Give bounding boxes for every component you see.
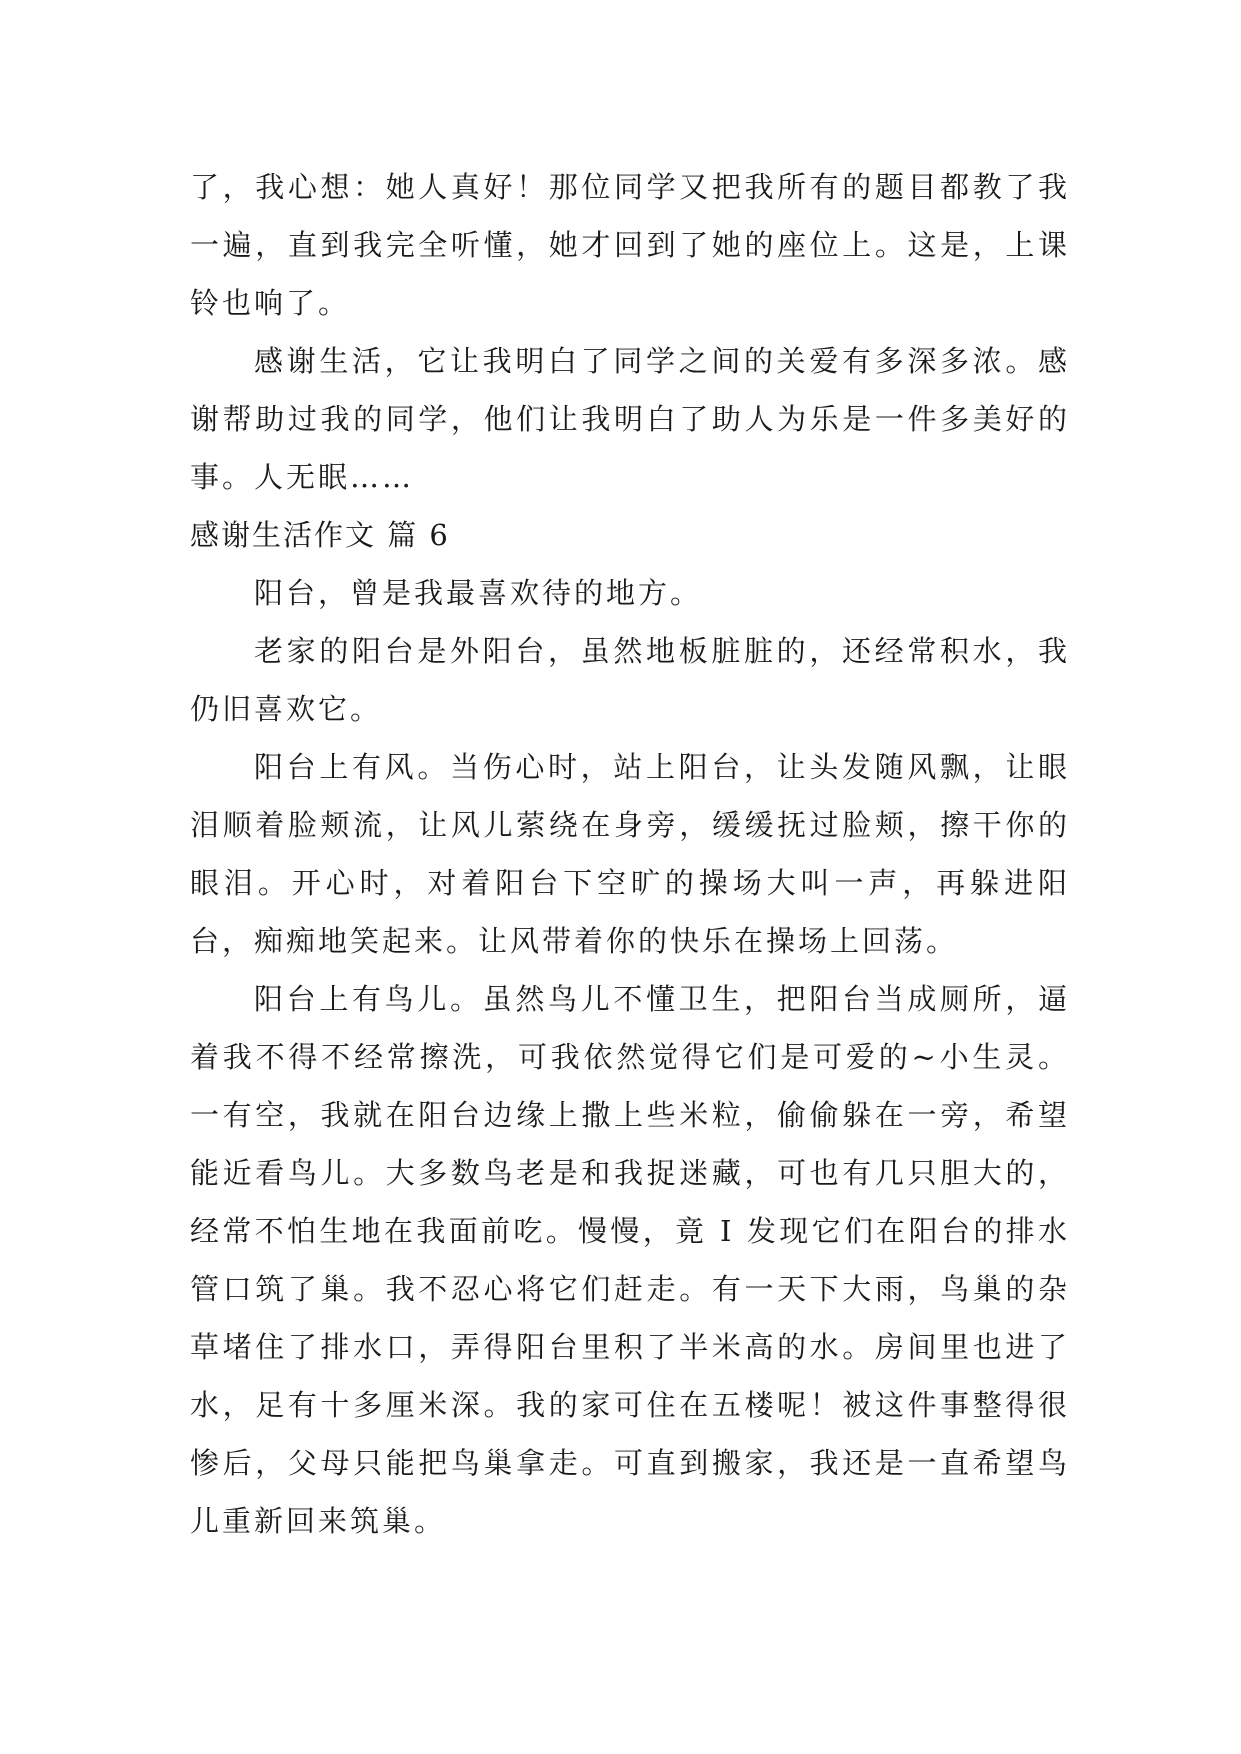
section-heading: 感谢生活作文 篇 6: [190, 518, 450, 552]
document-body: [190, 158, 1070, 1550]
paragraph-old-home-balcony: 老家的阳台是外阳台，虽然地板脏脏的，还经常积水，我仍旧喜欢它。: [190, 634, 1070, 726]
paragraph-balcony-wind: 阳台上有风。当伤心时，站上阳台，让头发随风飘，让眼泪顺着脸颊流，让风儿萦绕在身旁，缓缓抚过脸颊，擦干你的眼泪。开心时，对着阳台下空旷的操场大叫一声，再躲进阳台，痴痴地笑起来。让风带着你的快乐在操场上回荡。: [190, 750, 1070, 958]
paragraph-continued: 了，我心想：她人真好！那位同学又把我所有的题目都教了我一遍，直到我完全听懂，她才回到了她的座位上。这是，上课铃也响了。: [190, 170, 1070, 320]
paragraph-balcony-birds: 阳台上有鸟儿。虽然鸟儿不懂卫生，把阳台当成厕所，逼着我不得不经常擦洗，可我依然觉得它们是可爱的~小生灵。一有空，我就在阳台边缘上撒上些米粒，偷偷躲在一旁，希望能近看鸟儿。大多数鸟老是和我捉迷藏，可也有几只胆大的，经常不怕生地在我面前吃。慢慢，竟 I 发现它们在阳台的排水管口筑了巢。我不忍心将它们赶走。有一天下大雨，鸟巢的杂草堵住了排水口，弄得阳台里积了半米高的水。房间里也进了水，足有十多厘米深。我的家可住在五楼呢！被这件事整得很惨后，父母只能把鸟巢拿走。可直到搬家，我还是一直希望鸟儿重新回来筑巢。: [190, 982, 1070, 1538]
paragraph-balcony-intro: 阳台，曾是我最喜欢待的地方。: [254, 576, 703, 610]
paragraph-thanks-life: 感谢生活，它让我明白了同学之间的关爱有多深多浓。感谢帮助过我的同学，他们让我明白了助人为乐是一件多美好的事。人无眠……: [190, 344, 1070, 494]
